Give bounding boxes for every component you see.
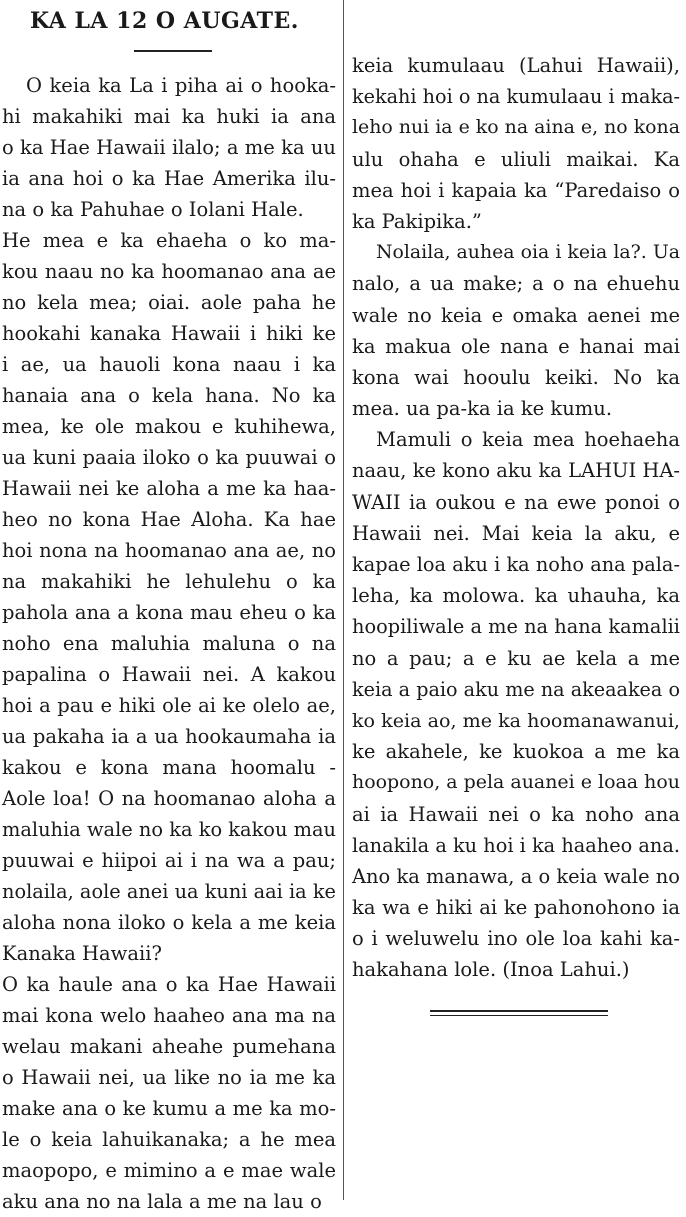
text-line: Hawaii nei. Mai keia la aku, e [352,521,680,545]
text-line: aku ana no na lala a me na lau o [2,1190,322,1213]
left-column-text [2,70,340,1217]
text-line: Kanaka Hawaii? [2,942,162,965]
text-line: hanaia ana o kela hana. No ka [2,384,336,407]
text-line: make ana o ke kumu a me ka mo- [2,1097,336,1120]
text-line: keia kumulaau (Lahui Hawaii), [352,54,680,77]
text-line: ua pakaha ia a ua hookaumaha ia [2,725,336,748]
text-line: o Hawaii nei, ua like no ia me ka [2,1066,336,1089]
text-line: welau makani aheahe pumehana [2,1035,336,1058]
text-line: ko keia ao, me ka hoomanawanui, [352,708,680,732]
text-line: papalina o Hawaii nei. A kakou [2,663,336,686]
text-line: leho nui ia e ko na aina e, no kona [352,116,680,139]
text-line: hoi nona na hoomanao ana ae, no [2,539,336,562]
text-line: o ka Hae Hawaii ilalo; a me ka uu [2,136,336,159]
article-end-rule [430,1010,608,1016]
text-line: noho ena maluhia maluna o na [2,632,336,655]
text-line: ke akahele, ke kuokoa a me ka [352,740,680,764]
text-line: lanakila a ku hoi i ka haaheo ana. [352,833,680,857]
text-line: o i weluwelu ino ole loa kahi ka- [352,927,680,951]
text-line: Mamuli o keia mea hoehaeha [376,428,680,452]
text-line: le o keia lahuikanaka; a he mea [2,1128,336,1151]
text-line: mea hoi i kapaia ka “Paredaiso o [352,178,680,202]
text-line: kona wai hooulu keiki. No ka [352,365,680,389]
text-line: puuwai e hiipoi ai i na wa a pau; [2,849,336,872]
text-line: ai ia Hawaii nei o ka noho ana [352,802,680,826]
text-line: O keia ka La i piha ai o hooka- [26,74,336,97]
text-line: maopopo, e mimino a e mae wale [2,1159,336,1182]
text-line: Nolaila, auhea oia i keia la?. Ua [376,241,680,264]
right-column [352,50,684,1019]
text-line: nalo, a ua make; a o na ehuehu [352,272,680,296]
text-line: mai kona welo haaheo ana ma na [2,1004,336,1027]
text-line: O ka haule ana o ka Hae Hawaii [2,973,336,996]
text-line: hoopono, a pela auanei e loaa hou [352,771,680,794]
text-line: Hawaii nei ke aloha a me ka haa- [2,477,336,500]
text-line: kakou e kona mana hoomalu - [2,756,336,779]
left-column [2,6,340,1217]
text-line: kekahi hoi o na kumulaau i maka- [352,85,680,109]
text-line: pahola ana a kona mau eheu o ka [2,601,336,624]
text-line: no a pau; a e ku ae kela a me [352,646,680,670]
text-line: wale no keia e omaka aenei me [352,303,680,327]
text-line: ka wa e hiki ai ke pahonohono ia [352,896,680,920]
text-line: kou naau no ka hoomanao ana ae [2,260,336,283]
text-line: Ano ka manawa, a o keia wale no [352,864,680,888]
text-line: ulu ohaha e uliuli maikai. Ka [352,147,680,171]
text-line: hoopiliwale a me na hana kamalii [352,615,680,639]
text-line: He mea e ka ehaeha o ko ma- [2,229,336,252]
text-line: hi makahiki mai ka huki ia ana [2,105,336,128]
text-line: Aole loa! O na hoomanao aloha a [2,787,336,810]
text-line: WAII ia oukou e na ewe ponoi o [352,490,680,514]
text-line: na o ka Pahuhae o Iolani Hale. [2,198,304,221]
text-line: hoi a pau e hiki ole ai ke olelo ae, [2,694,336,717]
text-line: keia a paio aku me na akeaakea o [352,677,680,701]
text-line: naau, ke kono aku ka LAHUI HA- [352,459,680,483]
text-line: mea, ke ole makou e kuhihewa, [2,415,336,438]
headline-rule [134,50,212,52]
text-line: ua kuni paaia iloko o ka puuwai o [2,446,336,469]
text-line: maluhia wale no ka ko kakou mau [2,818,336,841]
text-line: ia ana hoi o ka Hae Amerika ilu- [2,167,336,190]
text-line: hookahi kanaka Hawaii i hiki ke [2,322,336,345]
text-line: hakahana lole. (Inoa Lahui.) [352,958,630,982]
text-line: no kela mea; oiai. aole paha he [2,291,336,314]
text-line: ka Pakipika.” [352,209,482,233]
right-column-text [352,50,684,986]
text-line: kapae loa aku i ka noho ana pala- [352,553,680,576]
column-divider [343,0,344,1200]
text-line: aloha nona iloko o kela a me keia [2,911,336,934]
text-line: mea. ua pa-ka ia ke kumu. [352,397,613,421]
text-line: ka makua ole nana e hanai mai [352,334,680,358]
text-line: nolaila, aole anei ua kuni aai ia ke [2,880,336,903]
text-line: heo no kona Hae Aloha. Ka hae [2,508,336,531]
text-line: na makahiki he lehulehu o ka [2,570,336,593]
text-line: leha, ka molowa. ka uhauha, ka [352,584,680,608]
article-headline: KA LA 12 O AUGATE. [30,8,299,34]
text-line: i ae, ua hauoli kona naau i ka [2,353,336,376]
